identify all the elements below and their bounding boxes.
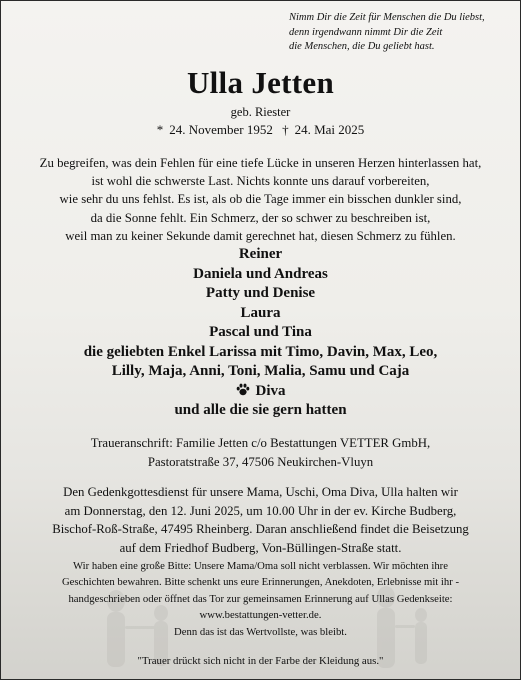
mourning-paragraph bbox=[1, 154, 520, 245]
pet-name: Diva bbox=[255, 382, 286, 399]
quote-line: denn irgendwann nimmt Dir die Zeit bbox=[289, 26, 443, 38]
mourner-line: Patty und Denise bbox=[205, 285, 316, 301]
pet-line bbox=[1, 382, 520, 402]
paragraph-line: ist wohl die schwerste Last. Nichts konnte uns darauf vorbereiten, bbox=[91, 174, 430, 189]
mourning-address bbox=[1, 434, 520, 471]
mourner-line: Lilly, Maja, Anni, Toni, Malia, Samu und Caja bbox=[111, 363, 410, 379]
service-line: Den Gedenkgottesdienst für unsere Mama, Uschi, Oma Diva, Ulla halten wir bbox=[63, 485, 458, 499]
note-line: Wir haben eine große Bitte: Unsere Mama/Oma soll nicht verblassen. Wir möchten ihre bbox=[73, 560, 448, 572]
quote-line: die Menschen, die Du geliebt hast. bbox=[289, 41, 435, 52]
paragraph-line: Zu begreifen, was dein Fehlen für eine tiefe Lücke in unseren Herzen hinterlassen hat, bbox=[39, 156, 482, 170]
memorial-website: www.bestattungen-vetter.de. bbox=[199, 609, 322, 622]
memories-request bbox=[1, 558, 520, 640]
birth-date: 24. November 1952 bbox=[169, 122, 273, 137]
mourner-line: Laura bbox=[240, 304, 281, 321]
birth-name: geb. Riester bbox=[230, 105, 291, 119]
paragraph-line: wie sehr du uns fehlst. Es ist, als ob die Tage immer ein bisschen dunkler sind, bbox=[59, 192, 462, 207]
address-line: Traueranschrift: Familie Jetten c/o Bestattungen VETTER GmbH, bbox=[90, 436, 431, 450]
opening-quote bbox=[289, 11, 517, 55]
service-line: am Donnerstag, den 12. Juni 2025, um 10.00 Uhr in der ev. Kirche Budberg, bbox=[64, 503, 457, 518]
closing-quote: "Trauer drückt sich nicht in der Farbe der Kleidung aus." bbox=[137, 655, 384, 667]
mourner-line: Reiner bbox=[238, 246, 283, 262]
paw-icon bbox=[236, 383, 250, 396]
paragraph-line: da die Sonne fehlt. Ein Schmerz, der so schwer zu beschreiben ist, bbox=[90, 210, 431, 225]
service-line: Bischof-Roß-Straße, 47495 Rheinberg. Daran anschließend findet die Beisetzung bbox=[52, 522, 469, 536]
deceased-name: Ulla Jetten bbox=[186, 65, 335, 100]
birth-symbol: * bbox=[156, 122, 164, 137]
life-dates bbox=[1, 122, 520, 138]
note-line: handgeschrieben oder öffnet das Tor zur gemeinsamen Erinnerung auf Ullas Gedenkseite: bbox=[68, 592, 453, 605]
quote-line: Nimm Dir die Zeit für Menschen die Du liebst, bbox=[289, 12, 485, 23]
mourner-line: die geliebten Enkel Larissa mit Timo, Davin, Max, Leo, bbox=[83, 343, 438, 360]
mourners-list bbox=[1, 245, 520, 421]
mourner-line: Daniela und Andreas bbox=[193, 265, 328, 282]
note-line: Denn das ist das Wertvollste, was bleibt. bbox=[174, 625, 347, 638]
address-line: Pastoratstraße 37, 47506 Neukirchen-Vluyn bbox=[147, 454, 374, 469]
mourner-line-last: und alle die sie gern hatten bbox=[174, 402, 347, 418]
death-symbol: † bbox=[282, 122, 289, 137]
service-line: auf dem Friedhof Budberg, Von-Büllingen-Straße statt. bbox=[119, 540, 402, 555]
memorial-service-info bbox=[1, 483, 520, 557]
death-date: 24. Mai 2025 bbox=[294, 122, 365, 137]
paragraph-line: weil man zu keiner Sekunde damit gerechnet hat, diesen Schmerz zu fühlen. bbox=[65, 228, 456, 243]
mourner-line: Pascal und Tina bbox=[209, 324, 312, 340]
note-line: Geschichten bewahren. Bitte schenkt uns eure Erinnerungen, Anekdoten, Erlebnisse mit ihr - bbox=[61, 576, 460, 589]
